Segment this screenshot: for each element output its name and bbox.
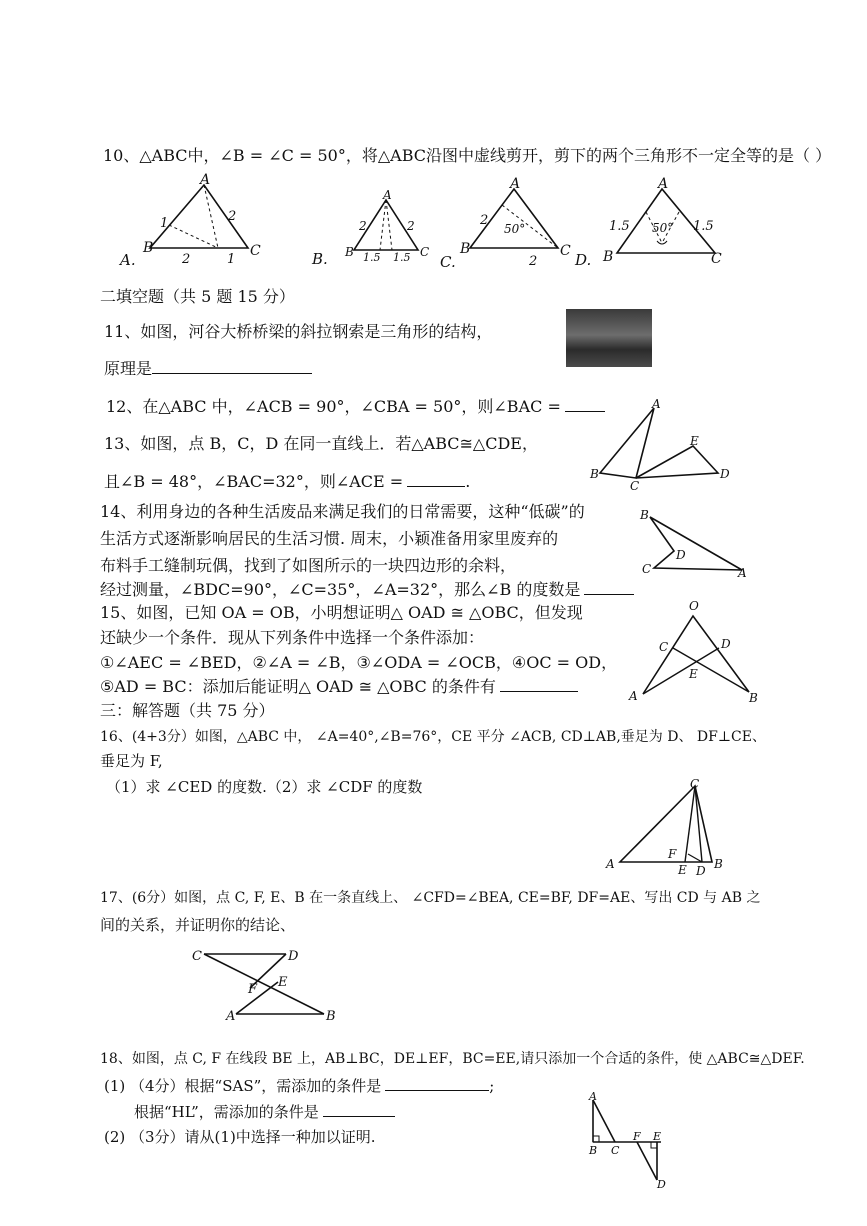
q18-line3-text: 根据“HL”，需添加的条件是 (134, 1103, 319, 1121)
svg-text:A: A (510, 176, 521, 192)
q16-label-d: D (696, 864, 706, 878)
q18-figure (585, 1090, 675, 1190)
q14-line3: 布料手工缝制玩偶，找到了如图所示的一块四边形的余料， (100, 556, 517, 575)
svg-text:C: C (560, 243, 571, 259)
q18-sas-blank[interactable] (385, 1076, 489, 1091)
q13-label-a: A (652, 397, 661, 411)
q12-line (106, 397, 605, 416)
q11-answer-blank[interactable] (152, 359, 312, 374)
svg-text:B: B (143, 240, 154, 256)
q15-line1: 15、如图，已知 OA = OB，小明想证明△ OAD ≅ △OBC，但发现 (100, 603, 583, 622)
q15-label-c: C (659, 640, 669, 654)
q14-line4-text: 经过测量，∠BDC=90°，∠C=35°，∠A=32°，那么∠B 的度数是 (100, 580, 581, 599)
q14-label-c: C (642, 562, 652, 576)
q10c-s1: 2 (480, 213, 489, 228)
q17-label-e: E (278, 975, 288, 990)
svg-text:C: C (420, 245, 430, 259)
q10d-label: D. (575, 251, 592, 269)
q15-label-e: E (689, 667, 698, 681)
q14-label-a: A (738, 566, 747, 580)
q14-label-d: D (676, 548, 686, 562)
svg-text:B: B (345, 245, 354, 259)
q17-line2: 间的关系，并证明你的结论、 (100, 916, 296, 934)
q18-label-a: A (589, 1090, 597, 1103)
q13-line1: 13、如图，点 B，C，D 在同一直线上．若△ABC≅△CDE， (104, 434, 538, 453)
q18-line2-text: (1) （4分）根据“SAS”，需添加的条件是 (104, 1077, 382, 1095)
q17-label-c: C (192, 949, 202, 964)
q10d-s1: 1.5 (609, 219, 630, 234)
q10a-s1: 1 (160, 216, 169, 231)
svg-text:C: C (250, 243, 261, 259)
q18-label-e: E (653, 1130, 662, 1143)
svg-text:A: A (383, 188, 392, 202)
q11-line2 (104, 359, 312, 378)
q13-line2 (104, 472, 470, 491)
q14-line2: 生活方式逐渐影响居民的生活习惯. 周末，小颖准备用家里废弃的 (100, 529, 559, 548)
q18-label-f: F (633, 1130, 641, 1143)
q18-line2 (104, 1076, 494, 1095)
svg-text:A: A (200, 172, 211, 188)
q10d-angle: 50° (652, 221, 674, 235)
section3-title: 三：解答题（共 75 分） (100, 701, 275, 720)
q10-figure-b (312, 190, 452, 270)
q18-label-d: D (657, 1178, 666, 1191)
q17-label-f: F (248, 982, 258, 997)
q11-line2-text: 原理是 (104, 359, 153, 378)
q17-line1: 17、(6分）如图，点 C, F, E、B 在一条直线上、 ∠CFD=∠BEA, CE=BF, DF=AE、写出 CD 与 AB 之 (100, 890, 761, 906)
q15-label-a: A (629, 689, 638, 703)
q18-line4: (2) （3分）请从(1)中选择一种加以证明. (104, 1128, 376, 1146)
q10-figure-d (575, 175, 735, 270)
q13-label-d: D (720, 467, 730, 481)
svg-text:B: B (603, 249, 614, 265)
q10c-s2: 2 (529, 254, 538, 269)
q18-label-b: B (589, 1144, 598, 1157)
q13-line2-text: 且∠B = 48°，∠BAC=32°，则∠ACE = (104, 472, 404, 491)
q10c-label: C. (440, 253, 456, 271)
q10a-s2: 2 (228, 209, 237, 224)
q16-label-f: F (668, 847, 677, 861)
q10b-b2: 1.5 (393, 251, 411, 264)
q16-line3: （1）求 ∠CED 的度数.（2）求 ∠CDF 的度数 (106, 778, 423, 796)
q15-label-d: D (721, 637, 731, 651)
q14-figure (638, 505, 758, 585)
q10b-s2: 2 (407, 219, 415, 233)
q16-label-a: A (606, 857, 615, 871)
q18-line2-end: ; (489, 1077, 495, 1095)
q14-line4 (100, 580, 634, 599)
bridge-photo (566, 309, 652, 367)
q14-line1: 14、利用身边的各种生活废品来满足我们的日常需要，这种“低碳”的 (100, 502, 585, 521)
q11-line1: 11、如图，河谷大桥桥梁的斜拉钢索是三角形的结构， (104, 322, 493, 341)
q18-hl-blank[interactable] (323, 1102, 395, 1117)
q14-label-b: B (640, 508, 649, 522)
q18-label-c: C (611, 1144, 620, 1157)
q10b-s1: 2 (359, 219, 367, 233)
q13-label-b: B (590, 467, 599, 481)
q10-figure-c (440, 175, 590, 270)
q15-line4 (100, 677, 578, 696)
q10a-b2: 1 (227, 252, 236, 267)
q10a-label: A. (120, 251, 136, 269)
svg-text:C: C (711, 251, 722, 267)
q16-line1: 16、(4+3分）如图，△ABC 中， ∠A=40°,∠B=76°，CE 平分 ∠ACB, CD⊥AB,垂足为 D、 DF⊥CE、 (100, 729, 766, 745)
q10c-angle: 50° (504, 222, 526, 236)
q10b-b1: 1.5 (363, 251, 381, 264)
q16-figure (600, 778, 735, 878)
q17-figure (190, 940, 350, 1025)
q10b-label: B. (312, 250, 328, 268)
q13-answer-blank[interactable] (407, 472, 465, 487)
q15-answer-blank[interactable] (500, 677, 578, 692)
q16-label-e: E (678, 863, 687, 877)
q17-label-b: B (326, 1009, 336, 1024)
q18-line1: 18、如图，点 C, F 在线段 BE 上，AB⊥BC，DE⊥EF，BC=EE,请只添加一个合适的条件，使 △ABC≅△DEF. (100, 1051, 805, 1067)
q16-label-b: B (714, 857, 723, 871)
q16-label-c: C (690, 777, 700, 791)
q15-line4-text: ⑤AD = BC：添加后能证明△ OAD ≅ △OBC 的条件有 (100, 677, 496, 696)
q15-figure (623, 596, 763, 706)
section2-title: 二填空题（共 5 题 15 分） (100, 287, 295, 306)
svg-text:B: B (460, 241, 471, 257)
q12-text: 12、在△ABC 中，∠ACB = 90°，∠CBA = 50°，则∠BAC = (106, 397, 561, 416)
q13-label-c: C (630, 479, 640, 493)
q16-line2: 垂足为 F, (100, 752, 163, 770)
q17-label-d: D (288, 949, 299, 964)
q13-figure (588, 398, 748, 493)
q15-line2: 还缺少一个条件．现从下列条件中选择一个条件添加： (100, 628, 485, 647)
q13-end: . (465, 472, 471, 491)
q15-label-b: B (749, 691, 758, 705)
q14-answer-blank[interactable] (584, 580, 634, 595)
svg-text:A: A (658, 176, 669, 192)
q10-text: 10、△ABC中，∠B = ∠C = 50°，将△ABC沿图中虚线剪开，剪下的两个三角形不一定全等的是（ ） (103, 146, 832, 165)
q18-line3 (134, 1102, 395, 1121)
q15-line3: ①∠AEC = ∠BED，②∠A = ∠B，③∠ODA = ∠OCB，④OC = OD， (100, 653, 618, 672)
q13-label-e: E (690, 434, 699, 448)
q10-figure-a (120, 172, 270, 270)
q10a-b1: 2 (182, 252, 191, 267)
q10d-s2: 1.5 (693, 219, 714, 234)
q17-label-a: A (226, 1009, 236, 1024)
q15-label-o: O (689, 599, 699, 613)
